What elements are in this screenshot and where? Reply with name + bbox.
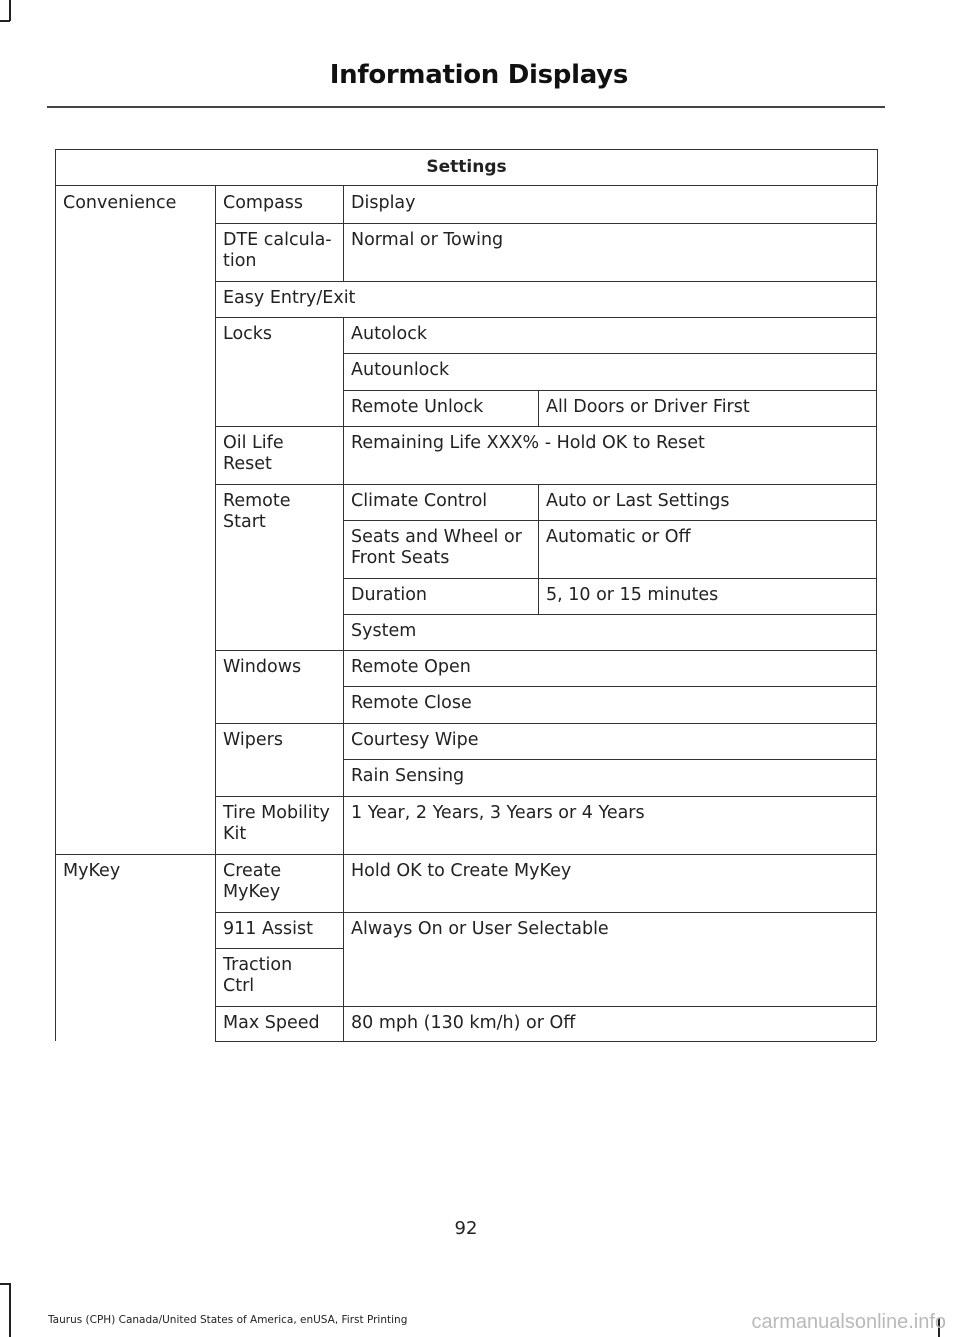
table-cell-dte: DTE calcula- tion — [223, 230, 332, 271]
table-cell-mph: 80 mph (130 km/h) or Off — [351, 1013, 576, 1033]
table-cell-max-speed: Max Speed — [223, 1013, 320, 1033]
table-cell-duration: Duration — [351, 585, 428, 605]
crop-mark — [0, 1283, 10, 1285]
table-cell-climate-control: Climate Control — [351, 491, 488, 511]
table-cell-hold-ok-mykey: Hold OK to Create MyKey — [351, 861, 572, 881]
table-rule — [215, 650, 876, 651]
table-rule — [215, 484, 876, 485]
table-rule — [343, 759, 876, 760]
table-rule — [343, 520, 876, 521]
table-grid — [55, 186, 878, 1041]
table-cell-display: Display — [351, 193, 416, 213]
table-cell-create-mykey: Create MyKey — [223, 861, 282, 902]
crop-mark — [0, 20, 10, 22]
table-cell-wipers: Wipers — [223, 730, 283, 750]
table-rule — [215, 723, 876, 724]
table-rule — [55, 854, 876, 855]
table-rule — [215, 186, 216, 1041]
table-cell-oil-life: Oil Life Reset — [223, 433, 284, 474]
table-cell-autounlock: Autounlock — [351, 360, 450, 380]
table-title: Settings — [55, 149, 878, 186]
footer-text: Taurus (CPH) Canada/United States of America, enUSA, First Printing — [48, 1314, 408, 1326]
table-cell-minutes: 5, 10 or 15 minutes — [546, 585, 719, 605]
table-cell-courtesy-wipe: Courtesy Wipe — [351, 730, 479, 750]
table-rule — [538, 390, 539, 426]
table-cell-always-on: Always On or User Selectable — [351, 919, 609, 939]
table-cell-rain-sensing: Rain Sensing — [351, 766, 465, 786]
table-rule — [343, 317, 344, 1041]
page-title: Information Displays — [329, 60, 628, 90]
table-cell-remote-close: Remote Close — [351, 693, 472, 713]
table-border-right — [876, 186, 877, 1041]
table-rule — [343, 578, 876, 579]
table-rule — [215, 281, 876, 282]
table-rule — [215, 317, 876, 318]
table-cell-normal-towing: Normal or Towing — [351, 230, 504, 250]
table-cell-remaining-life: Remaining Life XXX% - Hold OK to Reset — [351, 433, 705, 453]
table-rule — [215, 912, 876, 913]
table-cell-remote-start: Remote Start — [223, 491, 291, 532]
table-cell-windows: Windows — [223, 657, 302, 677]
table-cell-easy-entry: Easy Entry/Exit — [223, 288, 356, 308]
table-rule — [215, 796, 876, 797]
table-cell-all-doors: All Doors or Driver First — [546, 397, 750, 417]
table-rule — [215, 948, 343, 949]
table-cell-auto-last: Auto or Last Settings — [546, 491, 730, 511]
table-cell-assist-911: 911 Assist — [223, 919, 314, 939]
watermark: carmanualsonline.info — [751, 1311, 946, 1333]
table-cell-locks: Locks — [223, 324, 273, 344]
crop-mark — [9, 1283, 11, 1337]
table-cell-seats-wheel: Seats and Wheel or Front Seats — [351, 527, 522, 568]
table-rule — [343, 353, 876, 354]
table-cell-remote-open: Remote Open — [351, 657, 471, 677]
table-rule — [215, 1006, 876, 1007]
settings-table — [55, 149, 878, 1041]
table-cell-system: System — [351, 621, 417, 641]
table-rule — [343, 686, 876, 687]
table-cell-remote-unlock: Remote Unlock — [351, 397, 484, 417]
page-number: 92 — [454, 1218, 478, 1239]
table-rule — [538, 484, 539, 614]
table-rule — [343, 614, 876, 615]
table-cell-autolock: Autolock — [351, 324, 427, 344]
table-cell-compass: Compass — [223, 193, 304, 213]
table-cell-years: 1 Year, 2 Years, 3 Years or 4 Years — [351, 803, 645, 823]
table-rule — [215, 426, 876, 427]
table-rule — [215, 223, 876, 224]
table-rule — [343, 390, 876, 391]
table-cell-convenience: Convenience — [63, 193, 177, 213]
table-cell-mykey: MyKey — [63, 861, 121, 881]
crop-mark — [9, 0, 11, 21]
table-rule — [343, 186, 344, 281]
table-cell-tire-mobility: Tire Mobility Kit — [223, 803, 330, 844]
table-cell-automatic-off: Automatic or Off — [546, 527, 691, 547]
table-cell-traction: Traction Ctrl — [223, 955, 293, 996]
table-rule — [215, 1041, 876, 1042]
header-rule — [47, 106, 885, 108]
